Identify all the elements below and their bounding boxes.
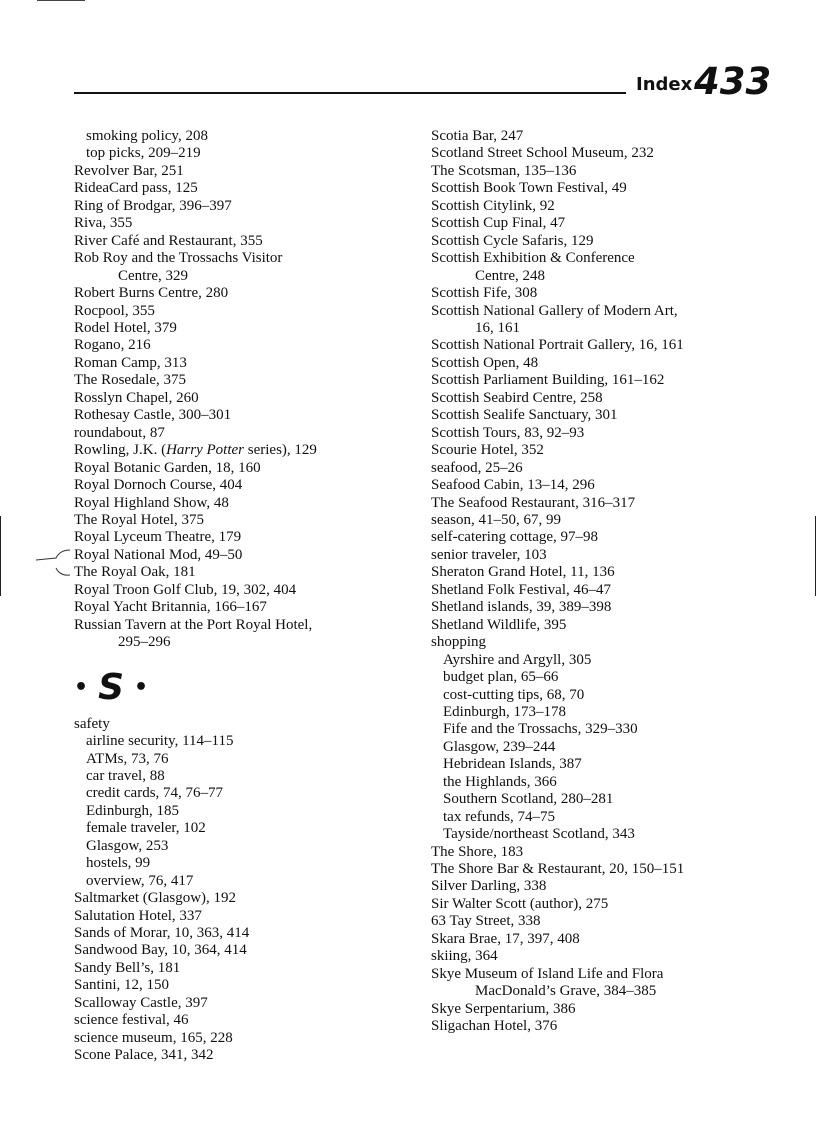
index-entry: Shetland Wildlife, 395 bbox=[431, 616, 567, 633]
index-entry: shopping bbox=[431, 634, 487, 651]
index-subentry: tax refunds, 74–75 bbox=[443, 808, 556, 825]
header-rule bbox=[74, 92, 626, 94]
index-entry: RideaCard pass, 125 bbox=[74, 180, 198, 197]
index-entry bbox=[74, 442, 424, 459]
index-entry: Royal Highland Show, 48 bbox=[74, 494, 229, 511]
index-subentry: overview, 76, 417 bbox=[86, 872, 194, 889]
index-entry: Sheraton Grand Hotel, 11, 136 bbox=[431, 564, 615, 581]
index-entry: Salutation Hotel, 337 bbox=[74, 907, 202, 924]
index-entry: Scalloway Castle, 397 bbox=[74, 994, 208, 1011]
top-crop-mark bbox=[37, 0, 85, 1]
index-entry: roundabout, 87 bbox=[74, 424, 165, 441]
index-subentry: hostels, 99 bbox=[86, 855, 151, 872]
index-entry: Royal National Mod, 49–50 bbox=[74, 546, 243, 563]
section-letter-heading bbox=[74, 652, 424, 716]
index-entry: science museum, 165, 228 bbox=[74, 1029, 233, 1046]
index-entry: Saltmarket (Glasgow), 192 bbox=[74, 890, 237, 907]
index-entry: The Shore Bar & Restaurant, 20, 150–151 bbox=[431, 861, 685, 878]
index-subentry: Glasgow, 239–244 bbox=[443, 738, 556, 755]
index-entry: Scourie Hotel, 352 bbox=[431, 442, 544, 459]
index-entry: Seafood Cabin, 13–14, 296 bbox=[431, 477, 595, 494]
index-entry: Scottish Seabird Centre, 258 bbox=[431, 389, 603, 406]
index-subentry: budget plan, 65–66 bbox=[443, 669, 559, 686]
index-entry: Riva, 355 bbox=[74, 215, 133, 232]
index-entry: River Café and Restaurant, 355 bbox=[74, 232, 263, 249]
heading-bullet: • bbox=[74, 674, 89, 700]
index-subentry: Tayside/northeast Scotland, 343 bbox=[443, 826, 635, 843]
index-entry: self-catering cottage, 97–98 bbox=[431, 529, 599, 546]
index-subentry: cost-cutting tips, 68, 70 bbox=[443, 686, 585, 703]
page-number: 433 bbox=[694, 60, 772, 103]
index-subentry: top picks, 209–219 bbox=[86, 145, 201, 162]
index-entry-continuation: 295–296 bbox=[118, 634, 171, 651]
index-entry: Silver Darling, 338 bbox=[431, 878, 547, 895]
index-entry: The Royal Oak, 181 bbox=[74, 564, 196, 581]
index-subentry: female traveler, 102 bbox=[86, 820, 206, 837]
index-entry: Scottish Parliament Building, 161–162 bbox=[431, 372, 665, 389]
index-entry-continuation: Centre, 329 bbox=[118, 267, 188, 284]
entry-text: series), 129 bbox=[244, 442, 317, 459]
index-entry: skiing, 364 bbox=[431, 948, 498, 965]
index-entry: Shetland islands, 39, 389–398 bbox=[431, 599, 612, 616]
index-entry: Russian Tavern at the Port Royal Hotel, bbox=[74, 616, 313, 633]
index-entry: Skye Serpentarium, 386 bbox=[431, 1000, 576, 1017]
index-entry: Skye Museum of Island Life and Flora bbox=[431, 965, 664, 982]
index-column-left bbox=[74, 128, 424, 1065]
index-entry: Royal Troon Golf Club, 19, 302, 404 bbox=[74, 581, 297, 598]
index-entry: Scottish National Gallery of Modern Art, bbox=[431, 302, 678, 319]
index-entry: Santini, 12, 150 bbox=[74, 977, 170, 994]
index-entry: Ring of Brodgar, 396–397 bbox=[74, 197, 232, 214]
index-subentry: Glasgow, 253 bbox=[86, 837, 169, 854]
index-subentry: credit cards, 74, 76–77 bbox=[86, 785, 224, 802]
index-entry: Scotland Street School Museum, 232 bbox=[431, 145, 654, 162]
entry-italic-title: Harry Potter bbox=[166, 442, 245, 459]
index-entry: Rothesay Castle, 300–301 bbox=[74, 407, 232, 424]
index-entry: Scottish Fife, 308 bbox=[431, 285, 538, 302]
index-entry-continuation: 16, 161 bbox=[475, 319, 520, 336]
index-entry: science festival, 46 bbox=[74, 1012, 189, 1029]
index-entry: The Seafood Restaurant, 316–317 bbox=[431, 494, 636, 511]
index-entry: Rogano, 216 bbox=[74, 337, 151, 354]
index-subentry: ATMs, 73, 76 bbox=[86, 750, 169, 767]
left-edge-mark bbox=[0, 516, 1, 596]
index-entry: Sandwood Bay, 10, 364, 414 bbox=[74, 942, 247, 959]
index-entry: The Scotsman, 135–136 bbox=[431, 162, 577, 179]
index-entry: Sandy Bell’s, 181 bbox=[74, 959, 181, 976]
index-entry: Revolver Bar, 251 bbox=[74, 162, 184, 179]
index-subentry: Edinburgh, 173–178 bbox=[443, 703, 567, 720]
index-entry: Sir Walter Scott (author), 275 bbox=[431, 895, 609, 912]
index-subentry: Southern Scotland, 280–281 bbox=[443, 791, 614, 808]
index-entry: Scottish Tours, 83, 92–93 bbox=[431, 424, 585, 441]
index-entry: Rob Roy and the Trossachs Visitor bbox=[74, 250, 283, 267]
index-subentry: Edinburgh, 185 bbox=[86, 802, 180, 819]
index-entry: Scottish Book Town Festival, 49 bbox=[431, 180, 627, 197]
index-subentry: Hebridean Islands, 387 bbox=[443, 756, 582, 773]
index-subentry: car travel, 88 bbox=[86, 767, 165, 784]
index-subentry: Ayrshire and Argyll, 305 bbox=[443, 651, 592, 668]
index-entry: Roman Camp, 313 bbox=[74, 354, 187, 371]
index-entry: Scottish Cycle Safaris, 129 bbox=[431, 232, 594, 249]
index-entry: Rocpool, 355 bbox=[74, 302, 155, 319]
index-entry: Scottish National Portrait Gallery, 16, 161 bbox=[431, 337, 684, 354]
index-entry: The Royal Hotel, 375 bbox=[74, 511, 204, 528]
running-head-label: Index bbox=[636, 74, 693, 95]
index-entry: Scotia Bar, 247 bbox=[431, 128, 524, 144]
index-entry: Scottish Open, 48 bbox=[431, 354, 539, 371]
index-subentry: airline security, 114–115 bbox=[86, 733, 234, 750]
margin-bracket-mark bbox=[22, 548, 72, 578]
index-entry: The Shore, 183 bbox=[431, 843, 524, 860]
index-entry-continuation: MacDonald’s Grave, 384–385 bbox=[475, 983, 657, 1000]
index-entry: senior traveler, 103 bbox=[431, 546, 547, 563]
index-entry: safety bbox=[74, 715, 110, 732]
index-entry: Royal Dornoch Course, 404 bbox=[74, 477, 243, 494]
heading-letter: S bbox=[98, 666, 124, 708]
index-entry: Royal Yacht Britannia, 166–167 bbox=[74, 599, 267, 616]
index-entry: Sligachan Hotel, 376 bbox=[431, 1018, 558, 1035]
index-subentry: smoking policy, 208 bbox=[86, 128, 208, 144]
index-entry: Scottish Cup Final, 47 bbox=[431, 215, 566, 232]
index-entry: 63 Tay Street, 338 bbox=[431, 913, 541, 930]
index-entry: Robert Burns Centre, 280 bbox=[74, 285, 229, 302]
index-column-right bbox=[431, 128, 791, 1036]
index-entry: season, 41–50, 67, 99 bbox=[431, 511, 561, 528]
index-subentry: Fife and the Trossachs, 329–330 bbox=[443, 721, 638, 738]
index-entry: Shetland Folk Festival, 46–47 bbox=[431, 581, 611, 598]
index-entry: Scottish Exhibition & Conference bbox=[431, 250, 635, 267]
heading-bullet: • bbox=[134, 674, 149, 700]
index-entry: seafood, 25–26 bbox=[431, 459, 523, 476]
index-entry: Sands of Morar, 10, 363, 414 bbox=[74, 925, 250, 942]
index-entry-continuation: Centre, 248 bbox=[475, 267, 545, 284]
index-entry: Scottish Citylink, 92 bbox=[431, 197, 555, 214]
index-subentry: the Highlands, 366 bbox=[443, 773, 557, 790]
index-entry: Royal Lyceum Theatre, 179 bbox=[74, 529, 242, 546]
index-entry: Rosslyn Chapel, 260 bbox=[74, 389, 199, 406]
index-entry: Skara Brae, 17, 397, 408 bbox=[431, 930, 580, 947]
index-entry: Scone Palace, 341, 342 bbox=[74, 1047, 214, 1064]
index-entry: Scottish Sealife Sanctuary, 301 bbox=[431, 407, 618, 424]
index-entry: The Rosedale, 375 bbox=[74, 372, 187, 389]
entry-text: Rowling, J.K. ( bbox=[74, 442, 167, 459]
index-entry: Rodel Hotel, 379 bbox=[74, 319, 177, 336]
index-entry: Royal Botanic Garden, 18, 160 bbox=[74, 459, 261, 476]
